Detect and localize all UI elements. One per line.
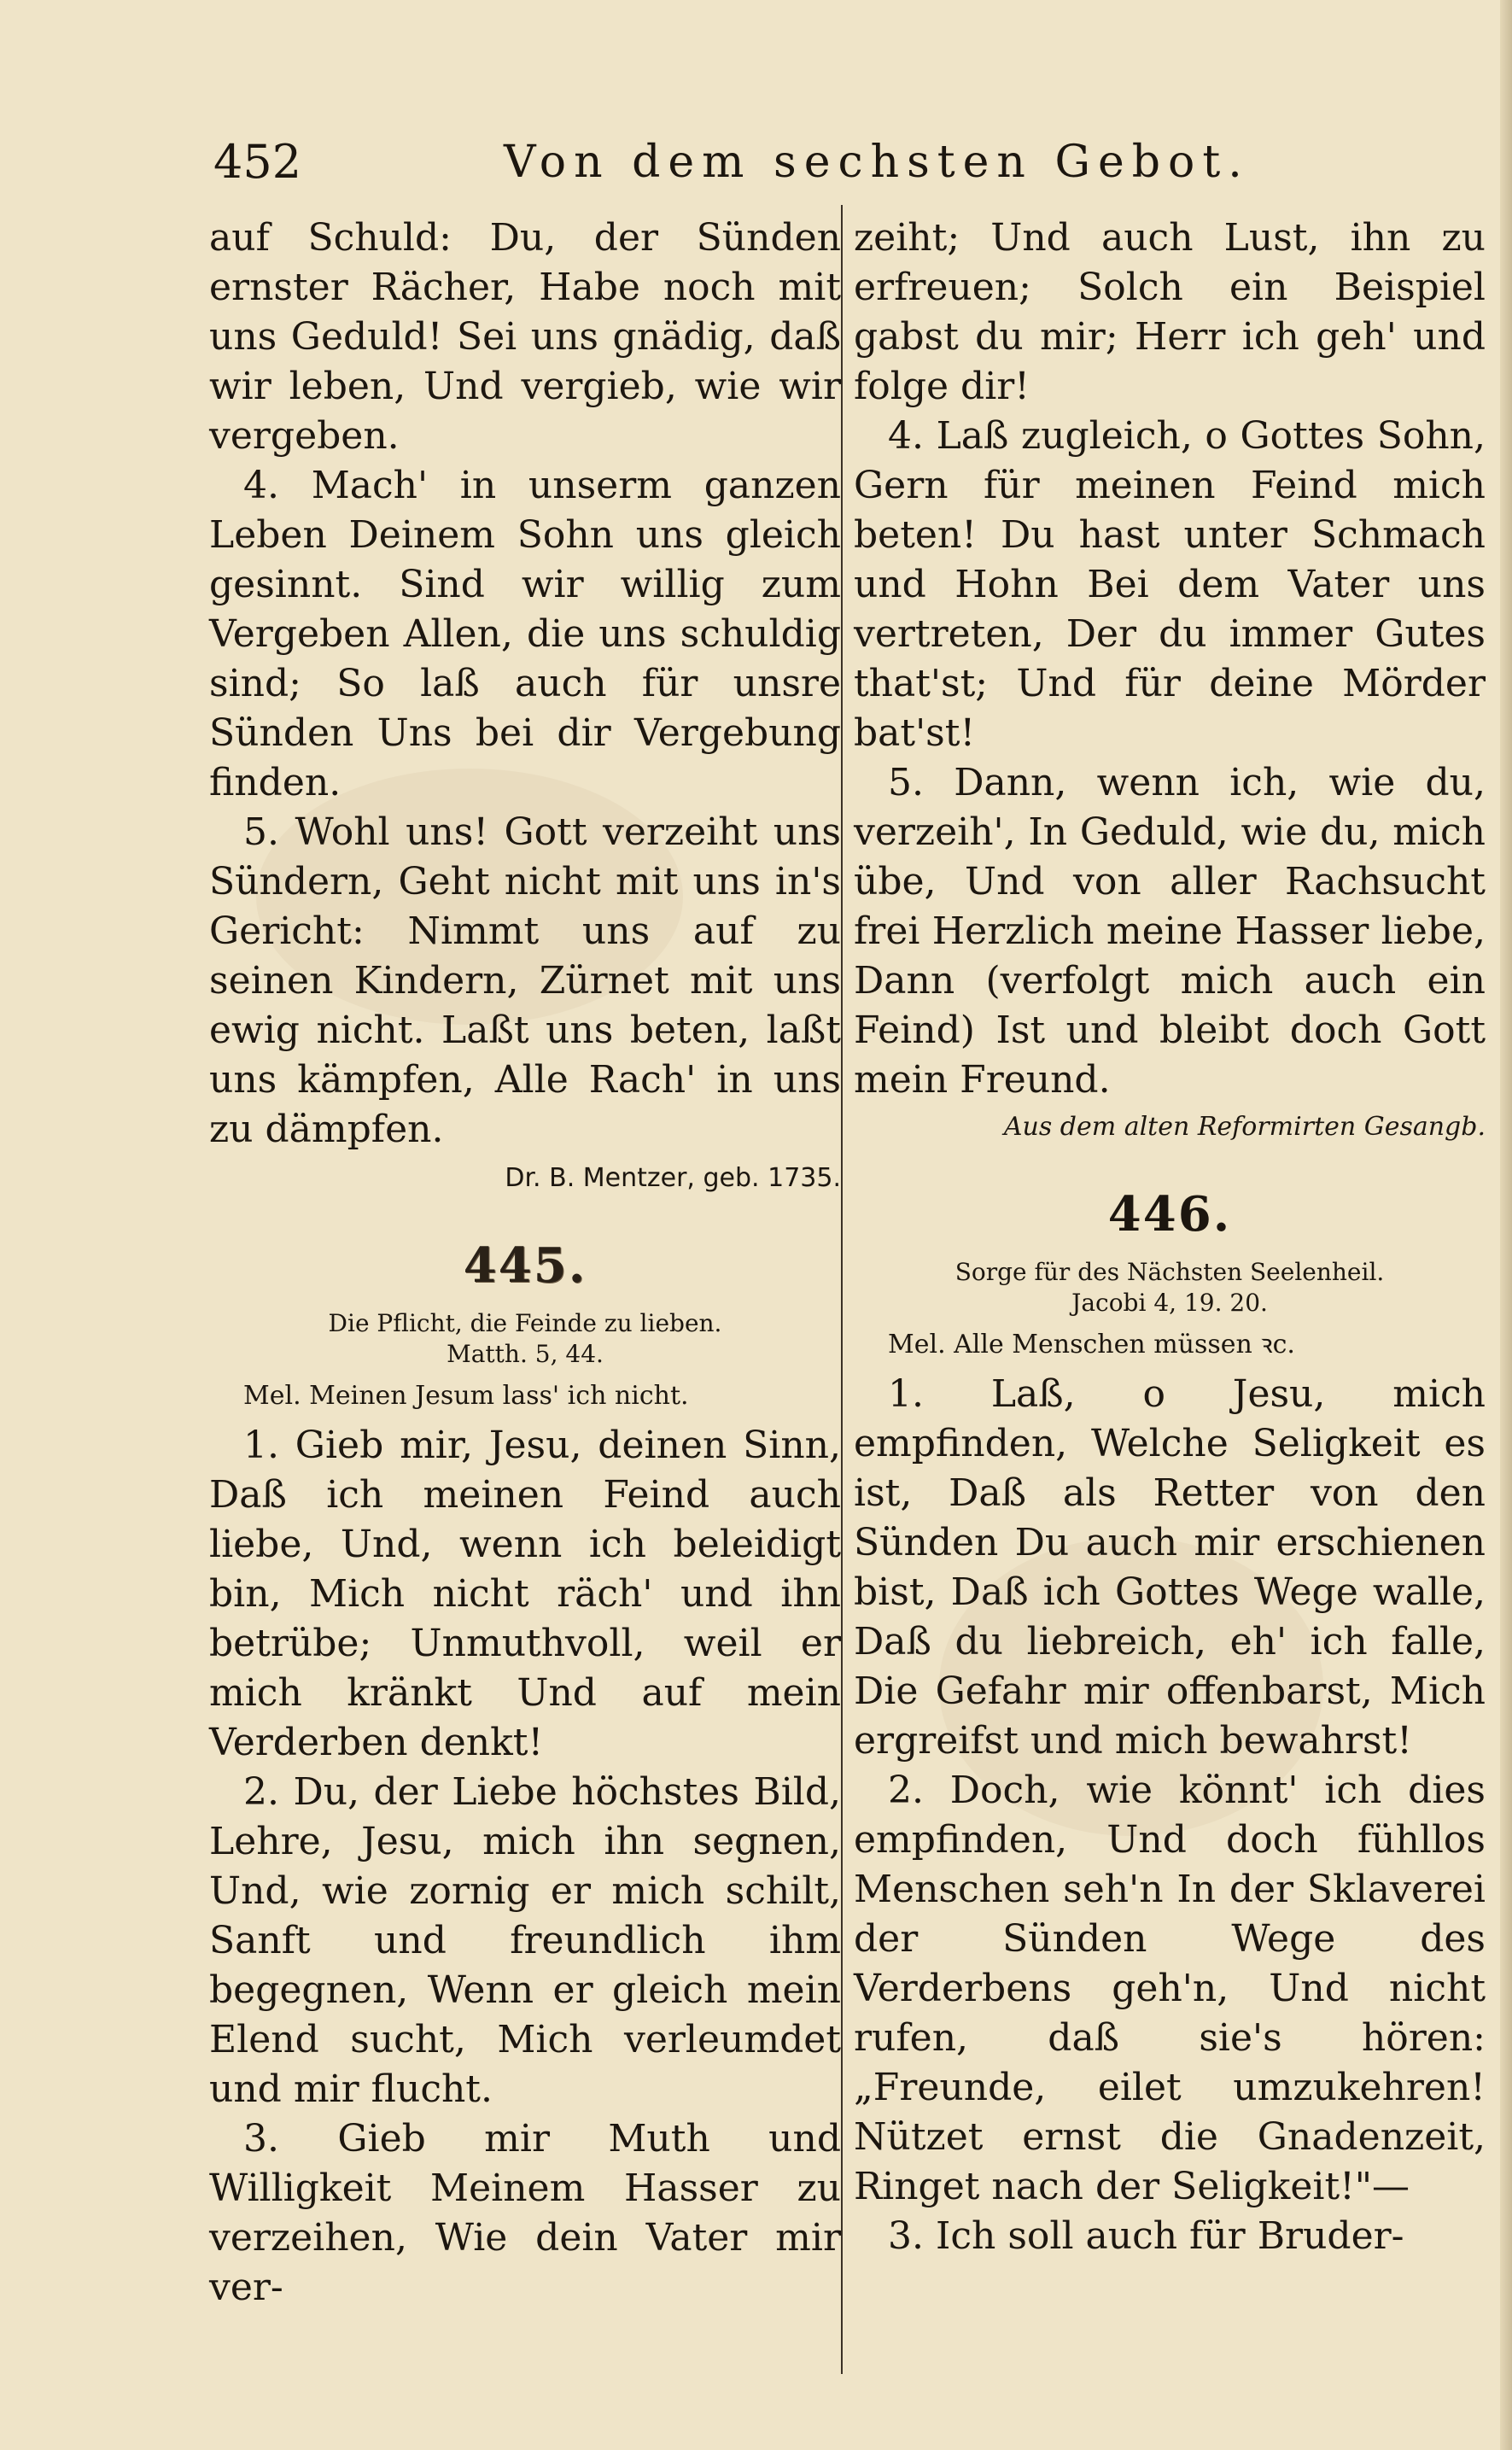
page-header xyxy=(213,128,1477,196)
verse-4: 4. Mach' in unserm ganzen Leben Deinem Sohn uns gleich gesinnt. Sind wir willig zum Vergeben Allen, die uns schuldig sind; So laß auch für unsre Sünden Uns bei dir Vergebung finden. xyxy=(209,464,841,804)
right-column xyxy=(854,213,1486,2261)
hymn-number: 446. xyxy=(1107,1186,1232,1243)
running-head: Von dem sechsten Gebot. xyxy=(504,137,1250,188)
melody-line: Mel. Meinen Jesum lass' ich nicht. xyxy=(243,1381,689,1411)
verse-5: 5. Wohl uns! Gott verzeiht uns Sündern, Geht nicht mit uns in's Gericht: Nimmt uns auf zu seinen Kindern, Zürnet mit uns ewig nicht. Laßt uns beten, laßt uns kämpfen, Alle Rach' in uns zu dämpfen. xyxy=(209,810,841,1151)
melody-line: Mel. Alle Menschen müssen ꝛc. xyxy=(888,1330,1295,1359)
verse-1: 1. Gieb mir, Jesu, deinen Sinn, Daß ich meinen Feind auch liebe, Und, wenn ich beleidigt bin, Mich nicht räch' und ihn betrübe; Unmuthvoll, weil er mich kränkt Und auf mein Verderben denkt! xyxy=(209,1424,841,1764)
author-attribution: Dr. B. Mentzer, geb. 1735. xyxy=(505,1163,841,1193)
verse-3: 3. Ich soll auch für Bruder- xyxy=(888,2214,1404,2258)
hymn-title: Sorge für des Nächsten Seelenheil. xyxy=(954,1258,1385,1286)
hymn-number: 445. xyxy=(463,1237,587,1294)
verse-2: 2. Du, der Liebe höchstes Bild, Lehre, Jesu, mich ihn segnen, Und, wie zornig er mich schilt, Sanft und freundlich ihm begegnen, Wenn er gleich mein Elend sucht, Mich verleumdet und mir flucht. xyxy=(209,1770,841,2111)
scripture-reference: Matth. 5, 44. xyxy=(447,1340,604,1368)
verse-5: 5. Dann, wenn ich, wie du, verzeih', In Geduld, wie du, mich übe, Und von aller Rachsucht frei Herzlich meine Hasser liebe, Dann (verfolgt mich auch ein Feind) Ist und bleibt doch Gott mein Freund. xyxy=(854,761,1486,1102)
verse-3: 3. Gieb mir Muth und Willigkeit Meinem Hasser zu verzeihen, Wie dein Vater mir ver- xyxy=(209,2117,841,2309)
scripture-reference: Jacobi 4, 19. 20. xyxy=(1071,1289,1268,1317)
verse-4: 4. Laß zugleich, o Gottes Sohn, Gern für meinen Feind mich beten! Du hast unter Schmach und Hohn Bei dem Vater uns vertreten, Der du immer Gutes that'st; Und für deine Mörder bat'st! xyxy=(854,414,1486,755)
page-number: 452 xyxy=(213,135,302,189)
verse-continuation: auf Schuld: Du, der Sünden ernster Rächer, Habe noch mit uns Geduld! Sei uns gnädig, daß wir leben, Und vergieb, wie wir vergeben. xyxy=(209,216,841,458)
hymn-title: Die Pflicht, die Feinde zu lieben. xyxy=(328,1309,722,1337)
source-attribution: Aus dem alten Reformirten Gesangb. xyxy=(1003,1112,1486,1142)
left-column xyxy=(209,213,841,2313)
verse-continuation: zeiht; Und auch Lust, ihn zu erfreuen; Solch ein Beispiel gabst du mir; Herr ich geh' und folge dir! xyxy=(854,216,1486,408)
column-divider xyxy=(841,205,843,2374)
verse-2: 2. Doch, wie könnt' ich dies empfinden, Und doch fühllos Menschen seh'n In der Sklaverei der Sünden Wege des Verderbens geh'n, Und nicht rufen, daß sie's hören: „Freunde, eilet umzukehren! Nützet ernst die Gnadenzeit, Ringet nach der Seligkeit!"— xyxy=(854,1769,1486,2208)
verse-1: 1. Laß, o Jesu, mich empfinden, Welche Seligkeit es ist, Daß als Retter von den Sünden Du auch mir erschienen bist, Daß ich Gottes Wege walle, Daß du liebreich, eh' ich falle, Die Gefahr mir offenbarst, Mich ergreifst und mich bewahrst! xyxy=(854,1372,1486,1763)
